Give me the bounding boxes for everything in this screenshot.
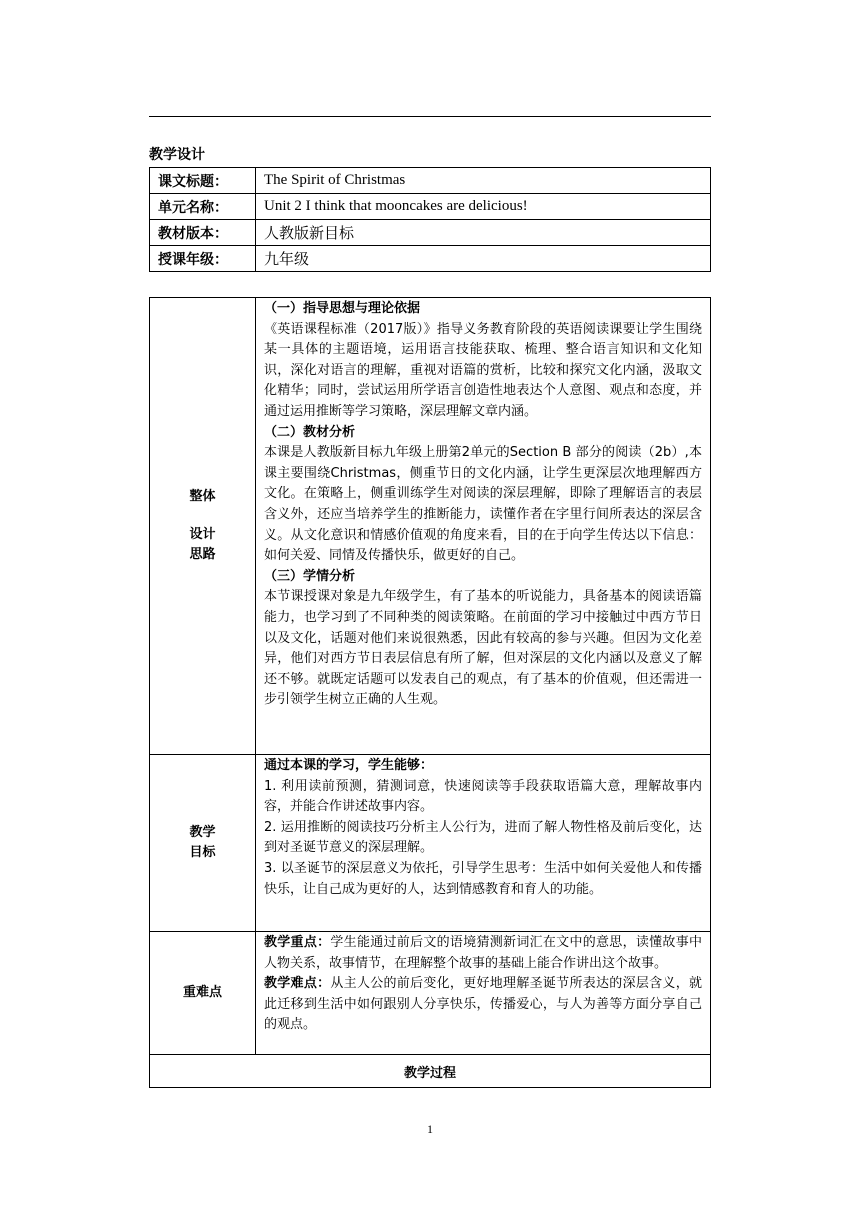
design-content [256, 298, 711, 755]
table-row [150, 220, 711, 246]
paragraph: 本课是人教版新目标九年级上册第2单元的Section B 部分的阅读（2b）,本课主要围绕Christmas，侧重节日的文化内涵，让学生更深层次地理解西方文化。在策略上，侧重训练学生对阅读的深层理解，即除了理解语言的表层含义外，还应当培养学生的推断能力，读懂作者在字里行间所表达的深层含义。从文化意识和情感价值观的角度来看，目的在于向学生传达以下信息：如何关爱、同情及传播快乐，做更好的自己。 [264, 445, 702, 564]
goals-content [256, 755, 711, 932]
process-row [150, 1055, 711, 1088]
page-number: 1 [427, 1122, 433, 1136]
grade-value: 九年级 [256, 246, 711, 272]
paragraph: 《英语课程标准（2017版）》指导义务教育阶段的英语阅读课要让学生围绕某一具体的主题语境，运用语言技能获取、梳理、整合语言知识和文化知识，深化对语言的理解，重视对语篇的赏析，比较和探究文化内涵，汲取文化精华；同时，尝试运用所学语言创造性地表达个人意图、观点和态度，并通过运用推断等学习策略，深层理解文章内涵。 [264, 321, 702, 419]
keypoints-side-label: 重难点 [150, 932, 256, 1055]
paragraph: 本节课授课对象是九年级学生，有了基本的听说能力，具备基本的阅读语篇能力，也学习到了不同种类的阅读策略。在前面的学习中接触过中西方节日以及文化，话题对他们来说很熟悉，因此有较高的参与兴趣。但因为文化差异，他们对西方节日表层信息有所了解，但对深层的文化内涵以及意义了解还不够。就既定话题可以发表自己的观点，有了基本的价值观，但还需进一步引领学生树立正确的人生观。 [264, 589, 702, 708]
section-heading: （二）教材分析 [264, 424, 356, 440]
keypoints-row [150, 932, 711, 1055]
design-row [150, 298, 711, 755]
design-side-line-1: 整体 [189, 489, 216, 504]
grade-label: 授课年级： [150, 246, 256, 272]
unit-value: Unit 2 I think that mooncakes are delicious! [256, 194, 711, 220]
goals-side-line-2: 目标 [189, 845, 216, 860]
goals-row [150, 755, 711, 932]
goal-item: 2. 运用推断的阅读技巧分析主人公行为，进而了解人物性格及前后变化，达到对圣诞节意义的深层理解。 [264, 819, 702, 856]
course-info-table [149, 167, 711, 272]
process-heading: 教学过程 [150, 1055, 711, 1088]
edition-label: 教材版本： [150, 220, 256, 246]
design-side-label [150, 298, 256, 755]
section-heading: （一）指导思想与理论依据 [264, 301, 421, 316]
lesson-plan-table [149, 297, 711, 1088]
table-row [150, 246, 711, 272]
goal-item: 3. 以圣诞节的深层意义为依托，引导学生思考：生活中如何关爱他人和传播快乐，让自己成为更好的人，达到情感教育和育人的功能。 [264, 860, 702, 897]
design-side-line-2: 设计 [189, 527, 216, 542]
goal-item: 1. 利用读前预测，猜测词意，快速阅读等手段获取语篇大意，理解故事内容，并能合作讲述故事内容。 [264, 778, 702, 815]
design-side-line-3: 思路 [189, 547, 216, 562]
edition-value: 人教版新目标 [256, 220, 711, 246]
difficulty-label: 教学难点： [264, 976, 331, 992]
difficulty-text: 从主人公的前后变化，更好地理解圣诞节所表达的深层含义，就此迁移到生活中如何跟别人分享快乐，传播爱心，与人为善等方面分享自己的观点。 [264, 976, 702, 1033]
goals-side-label [150, 755, 256, 932]
header-rule [149, 116, 711, 117]
difficulty-paragraph [264, 974, 702, 1036]
table-row [150, 194, 711, 220]
focus-label: 教学重点： [264, 935, 331, 950]
focus-text: 学生能通过前后文的语境猜测新词汇在文中的意思，读懂故事中人物关系，故事情节，在理解整个故事的基础上能合作讲出这个故事。 [264, 935, 702, 971]
title-value: The Spirit of Christmas [256, 168, 711, 194]
keypoints-content [256, 932, 711, 1055]
unit-label: 单元名称： [150, 194, 256, 220]
focus-paragraph [264, 933, 702, 974]
goals-side-line-1: 教学 [189, 825, 216, 840]
section-heading: （三）学情分析 [264, 568, 356, 584]
title-label: 课文标题： [150, 168, 256, 194]
table-row [150, 168, 711, 194]
document-heading: 教学设计 [149, 147, 205, 163]
goals-intro: 通过本课的学习，学生能够： [264, 758, 434, 773]
